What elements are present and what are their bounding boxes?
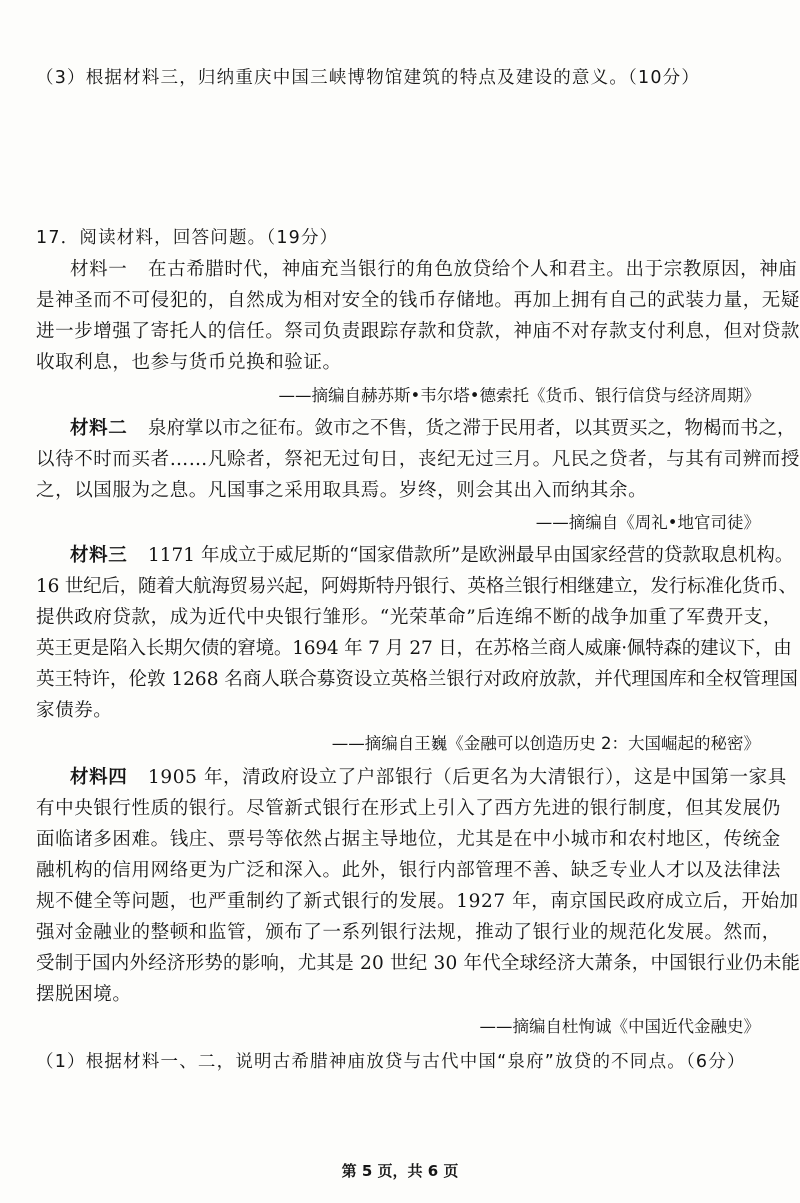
material-1-line-3: 进一步增强了寄托人的信任。祭司负责跟踪存款和贷款，神庙不对存款支付利息，但对贷款 [36,321,800,342]
material-3-line-2: 16 世纪后，随着大航海贸易兴起，阿姆斯特丹银行、英格兰银行相继建立，发行标准化货币、 [36,576,797,597]
material-3-line-5: 英王特许，伦敦 1268 名商人联合募资设立英格兰银行对政府放款，并代理国库和全权管理国 [36,669,798,690]
material-4-line-1: 1905 年，清政府设立了户部银行（后更名为大清银行），这是中国第一家具 [148,767,787,788]
question-17-stem: 17．阅读材料，回答问题。（19分） [36,228,339,248]
material-4-line-5: 规不健全等问题，也严重制约了新式银行的发展。1927 年，南京国民政府成立后，开始加 [36,891,799,912]
sub-question-1: （1）根据材料一、二，说明古希腊神庙放贷与古代中国“泉府”放贷的不同点。（6分） [36,1052,746,1072]
material-4-line-4: 融机构的信用网络更为广泛和深入。此外，银行内部管理不善、缺乏专业人才以及法律法 [36,860,781,881]
material-1-line-4: 收取利息，也参与货币兑换和验证。 [36,352,342,373]
material-4-line-7: 受制于国内外经济形势的影响，尤其是 20 世纪 30 年代全球经济大萧条，中国银行业仍未能 [36,953,800,974]
material-2-line-3: 之，以国服为之息。凡国事之采用取具焉。岁终，则会其出入而纳其余。 [36,480,648,501]
material-1-label: 材料一 [70,259,128,280]
material-2-line-1: 泉府掌以市之征布。敛市之不售，货之滞于民用者，以其贾买之，物楬而书之， [148,418,796,439]
material-1-source: ——摘编自赫苏斯•韦尔塔•德索托《货币、银行信贷与经济周期》 [278,386,760,405]
material-4-source: ——摘编自杜恂诚《中国近代金融史》 [479,1017,760,1036]
material-1-line-1: 在古希腊时代，神庙充当银行的角色放贷给个人和君主。出于宗教原因，神庙 [148,259,798,280]
material-4-line-8: 摆脱困境。 [36,984,132,1005]
material-3-line-1: 1171 年成立于威尼斯的“国家借款所”是欧洲最早由国家经营的贷款取息机构。 [148,545,794,566]
material-3-line-3: 提供政府贷款，成为近代中央银行雏形。“光荣革命”后连绵不断的战争加重了军费开支， [36,607,782,628]
material-2-line-2: 以待不时而买者……凡赊者，祭祀无过旬日，丧纪无过三月。凡民之贷者，与其有司辨而授 [36,449,800,470]
material-2-source: ——摘编自《周礼•地官司徒》 [535,513,760,532]
material-1-line-2: 是神圣而不可侵犯的，自然成为相对安全的钱币存储地。再加上拥有自己的武装力量，无疑 [36,290,800,311]
material-3-line-6: 家债券。 [36,700,113,721]
page-footer: 第 5 页，共 6 页 [341,1162,459,1180]
material-4-line-2: 有中央银行性质的银行。尽管新式银行在形式上引入了西方先进的银行制度，但其发展仍 [36,798,781,819]
material-3-line-4: 英王更是陷入长期欠债的窘境。1694 年 7 月 27 日，在苏格兰商人威廉·佩特森的建议下，由 [36,638,792,659]
material-4-line-3: 面临诸多困难。钱庄、票号等依然占据主导地位，尤其是在中小城市和农村地区，传统金 [36,829,781,850]
material-3-source: ——摘编自王巍《金融可以创造历史 2：大国崛起的秘密》 [331,734,760,753]
material-4-line-6: 强对金融业的整顿和监管，颁布了一系列银行法规，推动了银行业的规范化发展。然而， [36,922,781,943]
material-2-label: 材料二 [70,418,128,439]
sub-question-3: （3）根据材料三，归纳重庆中国三峡博物馆建筑的特点及建设的意义。（10分） [36,68,701,88]
material-4-label: 材料四 [70,767,128,788]
material-3-label: 材料三 [70,545,128,566]
